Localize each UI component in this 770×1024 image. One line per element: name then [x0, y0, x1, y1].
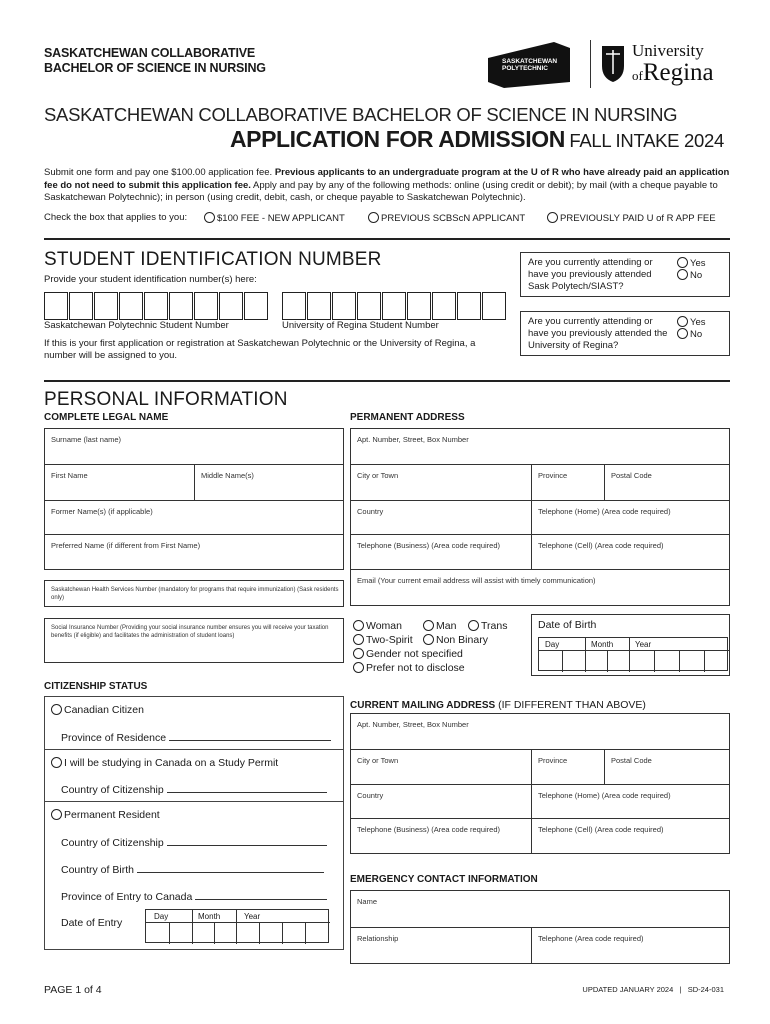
dob-label: Date of Birth — [538, 619, 597, 631]
gender-not-specified[interactable]: Gender not specified — [353, 647, 463, 661]
mail-tel-cell-field[interactable]: Telephone (Cell) (Area code required) — [531, 818, 730, 854]
emergency-title: EMERGENCY CONTACT INFORMATION — [350, 874, 538, 885]
fee-option-previous-label: PREVIOUS SCBScN APPLICANT — [381, 213, 526, 224]
ur-attended-question-box — [520, 311, 730, 356]
uregina-crest-icon — [600, 44, 626, 89]
student-id-provide: Provide your student identification number(s) here: — [44, 274, 257, 285]
trans-radio-icon[interactable] — [468, 620, 479, 631]
intro-text-b: Apply and pay by any of the following methods: online (using credit or debit); by mail (with a cheque payable to Saskatchewan Polytechnic); in person (using credit, debit, cash, or cheque payable to Saskatchewan Polytechnic). — [44, 179, 718, 203]
citizenship-box — [44, 696, 344, 950]
org-name-line2: BACHELOR OF SCIENCE IN NURSING — [44, 61, 266, 75]
perm-province-field[interactable]: Province — [531, 464, 605, 501]
sp-student-number-label: Saskatchewan Polytechnic Student Number — [44, 320, 229, 331]
logo-divider — [590, 40, 591, 88]
preferred-name-field[interactable]: Preferred Name (if different from First Name) — [44, 534, 344, 570]
gender-options — [353, 619, 528, 675]
emergency-name-field[interactable]: Name — [350, 890, 730, 928]
prefer-not-radio-icon[interactable] — [353, 662, 364, 673]
fee-option-new[interactable] — [204, 212, 345, 224]
form-title-main: APPLICATION FOR ADMISSION — [229, 126, 565, 152]
perm-tel-cell-field[interactable]: Telephone (Cell) (Area code required) — [531, 534, 730, 570]
mail-tel-business-field[interactable]: Telephone (Business) (Area code required) — [350, 818, 532, 854]
page-number: PAGE 1 of 4 — [44, 984, 102, 996]
fee-option-new-label: $100 FEE - NEW APPLICANT — [217, 213, 345, 224]
updated-note: UPDATED JANUARY 2024 | SD-24-031 — [582, 985, 724, 994]
province-of-entry[interactable]: Province of Entry to Canada — [61, 891, 327, 903]
date-of-entry-label: Date of Entry — [61, 917, 123, 929]
intro-text-bold: Previous applicants to an undergraduate program at the U of R who have already paid an application fee do not need to submit this application fee. — [44, 167, 730, 191]
country-of-citizenship-2[interactable]: Country of Citizenship — [61, 837, 327, 849]
fee-paid-radio-icon[interactable] — [547, 212, 558, 223]
org-name — [44, 46, 266, 76]
uregina-logo-line1: University — [632, 41, 704, 60]
fee-previous-radio-icon[interactable] — [368, 212, 379, 223]
mail-tel-home-field[interactable]: Telephone (Home) (Area code required) — [531, 784, 730, 819]
not-specified-radio-icon[interactable] — [353, 648, 364, 659]
ur-attended-question: Are you currently attending or have you previously attended the University of Regina? — [528, 316, 668, 351]
mail-province-field[interactable]: Province — [531, 749, 605, 785]
ur-yes-radio-icon[interactable] — [677, 316, 688, 327]
sin-field[interactable]: Social Insurance Number (Providing your social insurance number ensures you will receive your taxation benefits (if eligible) and facilitates the administration of student loans) — [44, 618, 344, 663]
intro-text-a: Submit one form and pay one $100.00 application fee. — [44, 167, 275, 178]
ur-student-number-label: University of Regina Student Number — [282, 320, 439, 331]
health-number-field[interactable]: Saskatchewan Health Services Number (mandatory for programs that require immunization) (Sask residents only) — [44, 580, 344, 607]
surname-field[interactable]: Surname (last name) — [44, 428, 344, 465]
perm-city-field[interactable]: City or Town — [350, 464, 532, 501]
permanent-address-title: PERMANENT ADDRESS — [350, 412, 465, 423]
fee-option-paid[interactable] — [547, 212, 716, 224]
ur-attended-yes[interactable]: Yes — [677, 316, 706, 328]
dob-grid[interactable]: Day Month Year — [538, 637, 728, 671]
gender-non-binary[interactable]: Non Binary — [423, 633, 488, 647]
gender-woman[interactable]: Woman — [353, 619, 402, 633]
permanent-resident-radio-icon[interactable] — [51, 809, 62, 820]
permanent-resident-option[interactable]: Permanent Resident — [51, 809, 160, 821]
dob-box — [531, 614, 730, 676]
canadian-radio-icon[interactable] — [51, 704, 62, 715]
section-rule — [44, 238, 730, 240]
fee-check-label: Check the box that applies to you: — [44, 212, 188, 223]
gender-man[interactable]: Man — [423, 619, 456, 633]
ur-student-number-boxes[interactable] — [282, 292, 506, 320]
country-of-birth[interactable]: Country of Birth — [61, 864, 324, 876]
student-id-title: STUDENT IDENTIFICATION NUMBER — [44, 249, 382, 270]
mailing-address-title: CURRENT MAILING ADDRESS (IF DIFFERENT THAN ABOVE) — [350, 699, 646, 711]
sp-student-number-boxes[interactable] — [44, 292, 268, 320]
ur-attended-no[interactable]: No — [677, 328, 702, 340]
gender-two-spirit[interactable]: Two-Spirit — [353, 633, 413, 647]
former-names-field[interactable]: Former Name(s) (if applicable) — [44, 500, 344, 535]
sp-attended-no[interactable]: No — [677, 269, 702, 281]
woman-radio-icon[interactable] — [353, 620, 364, 631]
perm-tel-business-field[interactable]: Telephone (Business) (Area code required) — [350, 534, 532, 570]
sp-yes-radio-icon[interactable] — [677, 257, 688, 268]
mail-apt-field[interactable]: Apt. Number, Street, Box Number — [350, 713, 730, 750]
sp-attended-yes[interactable]: Yes — [677, 257, 706, 269]
first-application-note: If this is your first application or registration at Saskatchewan Polytechnic or the University of Regina, a number will be assigned to you. — [44, 338, 476, 361]
personal-info-title: PERSONAL INFORMATION — [44, 389, 288, 410]
mail-city-field[interactable]: City or Town — [350, 749, 532, 785]
fee-option-paid-label: PREVIOUSLY PAID U of R APP FEE — [560, 213, 716, 224]
fee-new-radio-icon[interactable] — [204, 212, 215, 223]
uregina-logo-of: of — [632, 68, 643, 83]
emergency-telephone-field[interactable]: Telephone (Area code required) — [531, 927, 730, 964]
middle-names-field[interactable]: Middle Name(s) — [194, 464, 344, 501]
study-permit-option[interactable]: I will be studying in Canada on a Study Permit — [51, 757, 278, 769]
email-field[interactable]: Email (Your current email address will assist with timely communication) — [350, 569, 730, 606]
sp-logo-line1: SASKATCHEWAN — [502, 58, 558, 65]
intro-paragraph — [44, 167, 730, 205]
legal-name-title: COMPLETE LEGAL NAME — [44, 412, 169, 423]
ur-no-radio-icon[interactable] — [677, 328, 688, 339]
perm-apt-field[interactable]: Apt. Number, Street, Box Number — [350, 428, 730, 465]
uregina-logo-line2: Regina — [642, 59, 714, 86]
citizenship-title: CITIZENSHIP STATUS — [44, 681, 148, 692]
emergency-relationship-field[interactable]: Relationship — [350, 927, 532, 964]
man-radio-icon[interactable] — [423, 620, 434, 631]
form-title-intake: FALL INTAKE 2024 — [569, 130, 724, 151]
sp-logo-line2: POLYTECHNIC — [502, 65, 548, 72]
province-of-residence[interactable]: Province of Residence — [61, 732, 331, 744]
date-of-entry-grid[interactable]: Day Month Year — [145, 909, 329, 943]
mail-country-field[interactable]: Country — [350, 784, 532, 819]
sask-polytechnic-logo — [484, 40, 574, 90]
gender-trans[interactable]: Trans — [468, 619, 507, 633]
section-rule — [44, 380, 730, 382]
study-permit-radio-icon[interactable] — [51, 757, 62, 768]
mail-postal-field[interactable]: Postal Code — [604, 749, 730, 785]
fee-options — [44, 212, 734, 223]
sp-attended-question-box — [520, 252, 730, 297]
sp-attended-question: Are you currently attending or have you previously attended Sask Polytech/SIAST? — [528, 257, 653, 292]
perm-country-field[interactable]: Country — [350, 500, 532, 535]
uregina-logo — [632, 42, 714, 88]
fee-option-previous[interactable] — [368, 212, 525, 224]
perm-postal-field[interactable]: Postal Code — [604, 464, 730, 501]
canadian-citizen-option[interactable]: Canadian Citizen — [51, 704, 144, 716]
perm-tel-home-field[interactable]: Telephone (Home) (Area code required) — [531, 500, 730, 535]
country-of-citizenship-1[interactable]: Country of Citizenship — [61, 784, 327, 796]
gender-prefer-not[interactable]: Prefer not to disclose — [353, 661, 465, 675]
non-binary-radio-icon[interactable] — [423, 634, 434, 645]
first-name-field[interactable]: First Name — [44, 464, 195, 501]
program-title: SASKATCHEWAN COLLABORATIVE BACHELOR OF SCIENCE IN NURSING — [44, 104, 678, 125]
org-name-line1: SASKATCHEWAN COLLABORATIVE — [44, 46, 255, 60]
sp-no-radio-icon[interactable] — [677, 269, 688, 280]
two-spirit-radio-icon[interactable] — [353, 634, 364, 645]
form-title — [230, 126, 724, 153]
